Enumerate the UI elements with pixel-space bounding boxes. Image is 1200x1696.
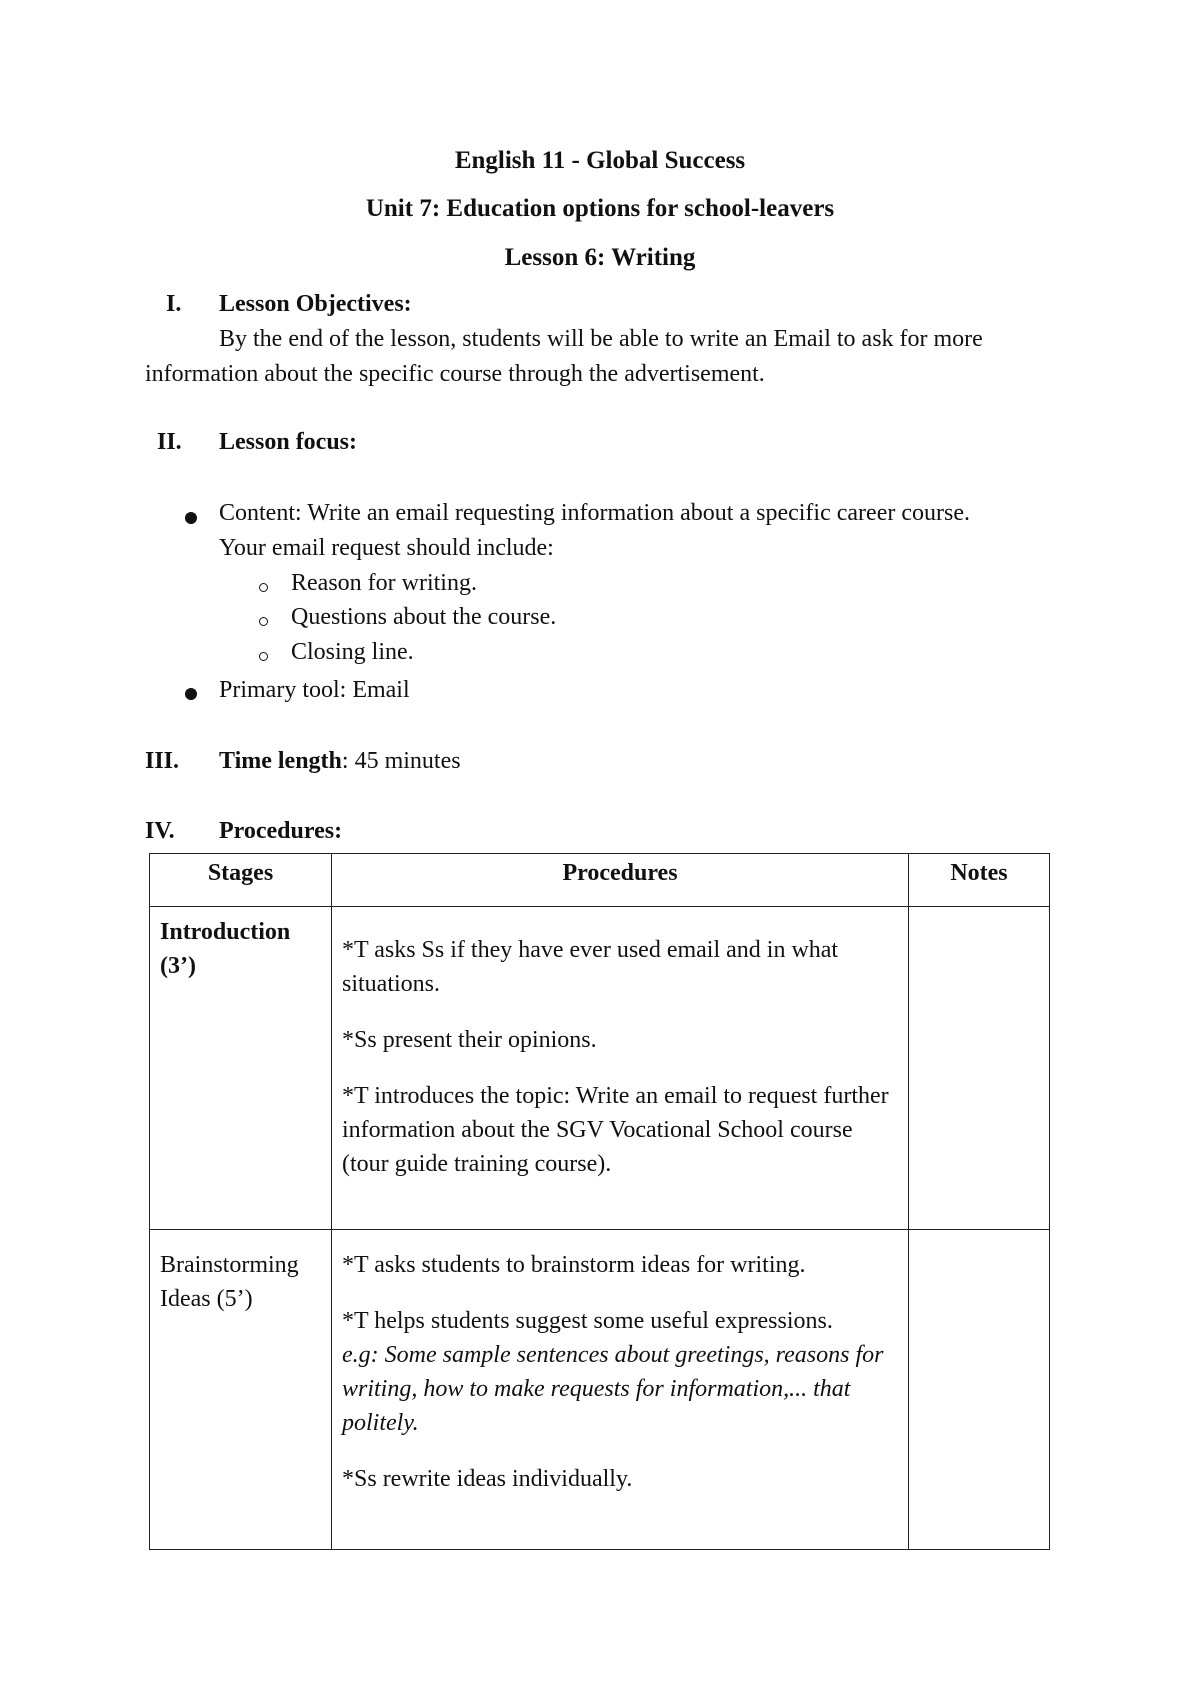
book-title: English 11 - Global Success	[454, 147, 746, 174]
time-length-label: Time length	[219, 748, 342, 774]
procedure-step: *T helps students suggest some useful expressions.	[342, 1308, 833, 1334]
objectives-text-line2: information about the specific course through the advertisement.	[145, 361, 765, 387]
section-number-procedures: IV.	[145, 818, 175, 844]
sub-bullet-icon	[259, 583, 268, 592]
stage-cell	[150, 1230, 332, 1550]
sub-bullet-icon	[259, 617, 268, 626]
time-length	[219, 748, 461, 775]
focus-tool: Primary tool: Email	[219, 677, 410, 703]
procedure-example: e.g: Some sample sentences about greetings, reasons for writing, how to make requests for information,... that politely.	[342, 1342, 884, 1436]
stage-time: (3’)	[160, 953, 196, 979]
procedure-step: *T asks students to brainstorm ideas for writing.	[342, 1252, 806, 1278]
procedures-heading: Procedures:	[219, 818, 343, 844]
column-header-stages: Stages	[150, 854, 332, 907]
procedure-step: *T introduces the topic: Write an email to request further information about the SGV Vocational School course (tour guide training course).	[342, 1083, 889, 1177]
column-header-procedures: Procedures	[332, 854, 909, 907]
objectives-heading: Lesson Objectives:	[219, 291, 412, 317]
unit-title: Unit 7: Education options for school-leavers	[365, 195, 835, 222]
stage-title: Introduction	[160, 919, 291, 945]
procedures-table	[149, 853, 1050, 1550]
procedure-cell	[332, 1230, 909, 1550]
table-row	[150, 907, 1050, 1230]
sub-bullet-icon	[259, 652, 268, 661]
notes-cell	[909, 1230, 1050, 1550]
lesson-title: Lesson 6: Writing	[504, 244, 696, 271]
focus-sub-item: Questions about the course.	[291, 604, 557, 630]
focus-heading: Lesson focus:	[219, 429, 358, 455]
bullet-icon	[185, 688, 197, 700]
focus-content-line1: Content: Write an email requesting information about a specific career course.	[219, 500, 970, 526]
focus-sub-item: Closing line.	[291, 639, 414, 665]
procedure-step: *T asks Ss if they have ever used email and in what situations.	[342, 937, 839, 997]
procedure-step: *Ss present their opinions.	[342, 1027, 597, 1053]
table-row	[150, 1230, 1050, 1550]
stage-time: Ideas (5’)	[160, 1286, 253, 1312]
time-length-value: : 45 minutes	[341, 748, 461, 774]
table-header-row	[150, 854, 1050, 907]
objectives-text-line1: By the end of the lesson, students will be able to write an Email to ask for more	[219, 326, 983, 352]
bullet-icon	[185, 512, 197, 524]
stage-title: Brainstorming	[160, 1252, 299, 1278]
section-number-time: III.	[145, 748, 180, 774]
stage-cell	[150, 907, 332, 1230]
notes-cell	[909, 907, 1050, 1230]
focus-content-line2: Your email request should include:	[219, 535, 554, 561]
section-number-objectives: I.	[166, 291, 182, 317]
procedure-cell	[332, 907, 909, 1230]
section-number-focus: II.	[157, 429, 182, 455]
procedure-step: *Ss rewrite ideas individually.	[342, 1466, 633, 1492]
column-header-notes: Notes	[909, 854, 1050, 907]
focus-sub-item: Reason for writing.	[291, 570, 477, 596]
